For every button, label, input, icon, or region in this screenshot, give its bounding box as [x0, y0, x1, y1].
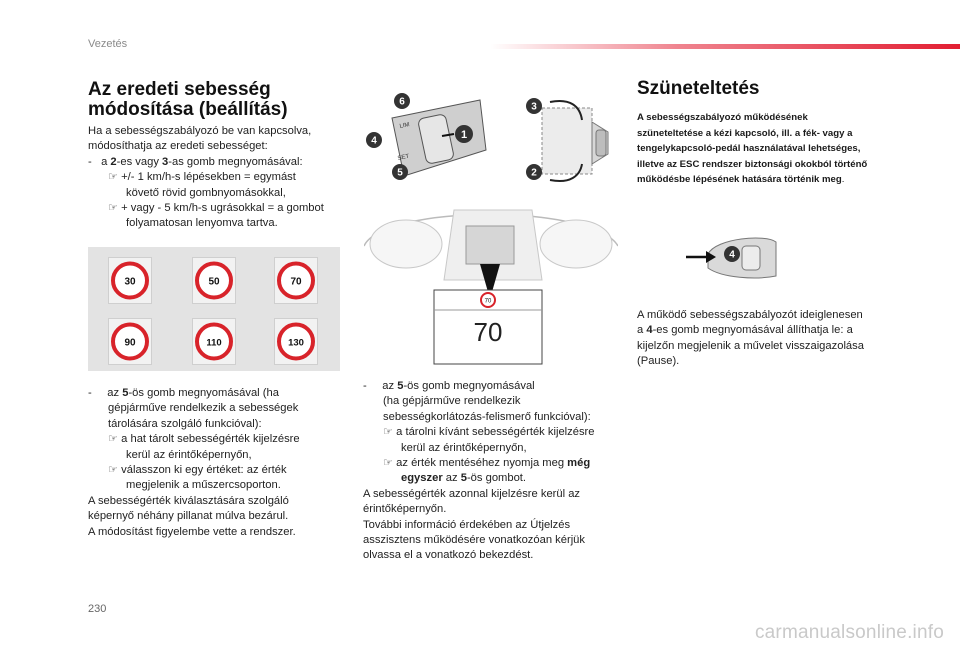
list-item: ☞ az érték mentéséhez nyomja meg még — [383, 457, 591, 470]
pause-stalk-illustration — [686, 232, 778, 282]
callout-4-icon — [724, 246, 740, 262]
instrument-cluster-illustration — [364, 200, 618, 370]
list-item: ☞ válasszon ki egy értéket: az érték — [108, 464, 287, 477]
speed-sign-tile — [192, 257, 236, 304]
left-paragraph-1: Ha a sebességszabályozó be van kapcsolva, módosíthatja az eredeti sebességet: - a 2-es vagy 3-as gomb megnyomásával: ☞ +/- 1 km/h-s lépésekben = egymást követő rövid gombnyomásokkal, ☞ + vagy - 5 km/h-s ugrásokkal = a gombot folyamatosan lenyomva tartva. — [88, 124, 358, 232]
speed-sign-value: 130 — [288, 337, 304, 349]
section-label: Vezetés — [88, 38, 128, 50]
left-heading: Az eredeti sebesség módosítása (beállítás) — [88, 79, 288, 120]
svg-text:5: 5 — [397, 167, 403, 179]
pointing-hand-icon: ☞ — [383, 426, 394, 439]
callout-4-icon — [366, 132, 382, 148]
callout-2-icon — [526, 164, 542, 180]
speed-sign-tile — [274, 318, 318, 365]
pointing-hand-icon: ☞ — [108, 171, 119, 184]
speed-sign-value: 50 — [208, 276, 220, 288]
speed-sign-value: 110 — [206, 337, 222, 349]
list-item: ☞ + vagy - 5 km/h-s ugrásokkal = a gombot — [108, 202, 324, 215]
lim-label: LIM — [399, 122, 411, 130]
pause-note: A sebességszabályozó működésének szüneteltetése a kézi kapcsoló, ill. a fék- vagy a tengelykapcsoló-pedál használatával lehetséges, illetve az ESC rendszer biztonsági okokból történő működésbe lépésének hatására történik meg. — [637, 112, 868, 185]
speed-sign-tile — [192, 318, 236, 365]
svg-text:70: 70 — [484, 298, 492, 305]
watermark-text[interactable]: carmanualsonline.info — [754, 622, 944, 643]
list-item: ☞ a hat tárolt sebességérték kijelzésre — [108, 433, 300, 446]
cruise-stalk-side-illustration — [522, 92, 614, 188]
svg-text:3: 3 — [531, 101, 537, 113]
svg-text:2: 2 — [531, 167, 537, 179]
speed-sign-value: 70 — [290, 276, 302, 288]
callout-5-icon — [392, 164, 408, 180]
list-item: ☞ +/- 1 km/h-s lépésekben = egymást — [108, 171, 296, 184]
cruise-stalk-illustration — [362, 88, 492, 190]
right-paragraph: A működő sebességszabályozót ideiglenesen a 4-es gomb megnyomásával állíthatja le: a kijelzőn megjelenik a művelet visszaigazolása (Pause). — [637, 309, 864, 368]
list-item: ☞ a tárolni kívánt sebességérték kijelzésre — [383, 426, 595, 439]
speed-sign-value: 30 — [124, 276, 136, 288]
right-heading: Szüneteltetés — [637, 78, 760, 99]
svg-text:4: 4 — [729, 249, 735, 261]
speed-signs-panel — [88, 247, 340, 371]
set-label: SET — [397, 153, 410, 162]
pointing-hand-icon: ☞ — [108, 202, 119, 215]
pointing-hand-icon: ☞ — [108, 433, 119, 446]
pointing-hand-icon: ☞ — [108, 464, 119, 477]
list-item: - az 5-ös gomb megnyomásával (ha — [88, 387, 279, 399]
list-item: - az 5-ös gomb megnyomásával — [363, 380, 535, 392]
left-paragraph-2: - az 5-ös gomb megnyomásával (ha gépjárműve rendelkezik a sebességek tárolására szolgáló funkcióval): ☞ a hat tárolt sebességérték kijelzésre kerül az érintőképernyőn, ☞ válasszon ki egy értéket: az érték megjelenik a műszercsoporton. A sebességérték kiválasztására szolgáló képernyő néhány pillanat múlva bezárul. A módosítást figyelembe vette a rendszer. — [88, 386, 358, 540]
display-speed-value: 70 — [473, 317, 503, 347]
speed-sign-tile — [108, 257, 152, 304]
svg-text:4: 4 — [371, 135, 377, 147]
speed-sign-value: 90 — [124, 337, 136, 349]
list-item: - a 2-es vagy 3-as gomb megnyomásával: — [88, 155, 303, 168]
callout-6-icon — [394, 93, 410, 109]
middle-paragraph: - az 5-ös gomb megnyomásával (ha gépjárműve rendelkezik sebességkorlátozás-felismerő funkcióval): ☞ a tárolni kívánt sebességérték kijelzésre kerül az érintőképernyőn, ☞ az érték mentéséhez nyomja meg még egyszer az 5-ös gombot. A sebességérték azonnal kijelzésre kerül az érintőképernyőn. További információ érdekében az Útjelzés asszisztens működésére vonatkozóan kérjük olvassa el a vonatkozó bekezdést. — [363, 379, 625, 564]
header-accent-bar — [490, 44, 960, 49]
speed-sign-tile — [108, 318, 152, 365]
pointing-hand-icon: ☞ — [383, 457, 394, 470]
callout-1-icon — [455, 125, 473, 143]
svg-text:1: 1 — [460, 129, 468, 141]
speed-sign-tile — [274, 257, 318, 304]
page-number: 230 — [88, 603, 107, 615]
callout-3-icon — [526, 98, 542, 114]
svg-text:6: 6 — [399, 96, 405, 108]
